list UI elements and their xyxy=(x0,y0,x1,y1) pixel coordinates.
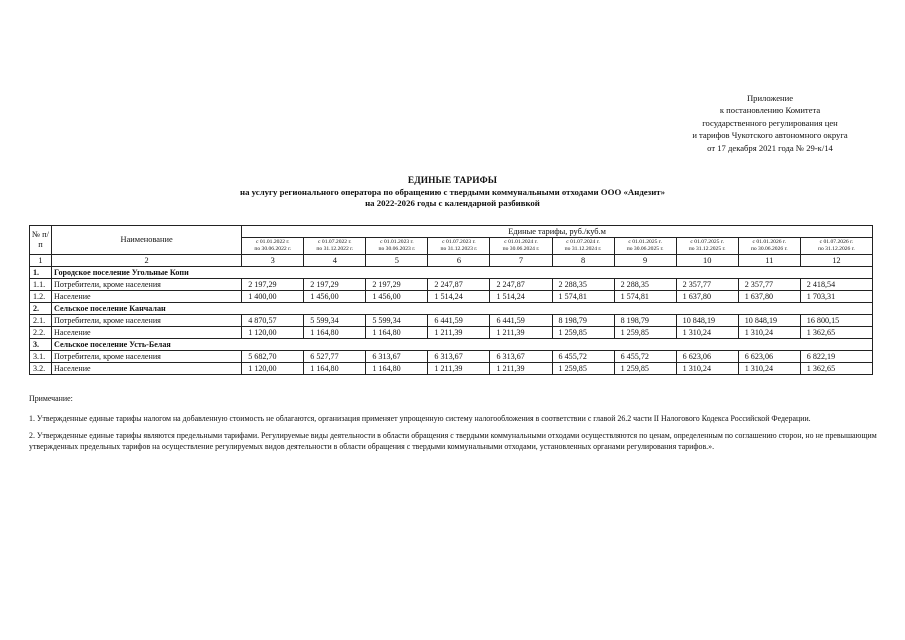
row-number: 2.2. xyxy=(30,327,52,339)
tariff-value: 2 197,29 xyxy=(242,279,304,291)
period-header xyxy=(304,238,366,255)
period-from: с 01.07.2024 г. xyxy=(566,239,600,245)
period-header xyxy=(738,238,800,255)
column-number: 10 xyxy=(676,255,738,267)
table-row xyxy=(30,351,873,363)
tariff-value: 1 164,80 xyxy=(366,327,428,339)
tariff-value: 2 357,77 xyxy=(738,279,800,291)
row-name: Городское поселение Угольные Копи xyxy=(52,267,873,279)
row-name: Сельское поселение Усть-Белая xyxy=(52,339,873,351)
table-section-row xyxy=(30,339,873,351)
document-title xyxy=(0,176,905,209)
tariff-value: 1 574,81 xyxy=(552,291,614,303)
column-number: 7 xyxy=(490,255,552,267)
period-from: с 01.07.2022 г. xyxy=(318,239,352,245)
tariff-value: 6 455,72 xyxy=(614,351,676,363)
row-number: 1. xyxy=(30,267,52,279)
table-row xyxy=(30,363,873,375)
table-row xyxy=(30,291,873,303)
tariff-value: 1 120,00 xyxy=(242,363,304,375)
tariff-value: 1 574,81 xyxy=(614,291,676,303)
tariff-value: 1 120,00 xyxy=(242,327,304,339)
period-header xyxy=(242,238,304,255)
tariff-value: 1 259,85 xyxy=(552,327,614,339)
tariff-value: 1 259,85 xyxy=(614,363,676,375)
period-to: по 31.12.2022 г. xyxy=(316,246,354,252)
tariff-value: 1 164,80 xyxy=(366,363,428,375)
tariff-value: 8 198,79 xyxy=(614,315,676,327)
tariff-value: 6 313,67 xyxy=(428,351,490,363)
column-number: 6 xyxy=(428,255,490,267)
table-column-number-row xyxy=(30,255,873,267)
tariff-value: 6 623,06 xyxy=(676,351,738,363)
tariff-value: 6 441,59 xyxy=(490,315,552,327)
tariff-value: 1 400,00 xyxy=(242,291,304,303)
tariff-value: 1 456,00 xyxy=(304,291,366,303)
appendix-line: Приложение xyxy=(746,93,794,103)
title-period: на 2022-2026 годы с календарной разбивкой xyxy=(365,198,540,208)
tariff-value: 6 313,67 xyxy=(366,351,428,363)
column-number: 2 xyxy=(52,255,242,267)
title-subtitle: на услугу регионального оператора по обращению с твердыми коммунальными отходами ООО «Андезит» xyxy=(240,187,665,197)
table-section-row xyxy=(30,303,873,315)
period-to: по 30.06.2026 г. xyxy=(750,246,788,252)
note-2: 2. Утвержденные единые тарифы являются предельными тарифами. Регулируемые виды деятельности в области обращения с твердыми коммунальными отходами осуществляются по ценам, определенным по соглашению сторон, но не превышающим утвержденных предельных тарифов на осуществление регулируемых видов деятельности в области обращения с твердыми коммунальными отходами, установленных органами регулирования тарифов.». xyxy=(29,431,877,451)
appendix-block xyxy=(650,92,890,154)
period-to: по 31.12.2023 г. xyxy=(440,246,478,252)
column-number: 8 xyxy=(552,255,614,267)
row-name: Население xyxy=(52,327,242,339)
table-row xyxy=(30,327,873,339)
period-from: с 01.01.2024 г. xyxy=(504,239,538,245)
appendix-line: государственного регулирования цен xyxy=(702,117,838,128)
row-number: 3.1. xyxy=(30,351,52,363)
column-number: 4 xyxy=(304,255,366,267)
tariff-value: 1 514,24 xyxy=(490,291,552,303)
period-to: по 30.06.2023 г. xyxy=(378,246,416,252)
tariff-value: 2 357,77 xyxy=(676,279,738,291)
tariff-value: 1 310,24 xyxy=(676,327,738,339)
row-name: Население xyxy=(52,363,242,375)
period-from: с 01.07.2023 г. xyxy=(442,239,476,245)
tariff-value: 1 703,31 xyxy=(800,291,872,303)
tariff-value: 6 623,06 xyxy=(738,351,800,363)
column-number: 3 xyxy=(242,255,304,267)
period-from: с 01.01.2025 г. xyxy=(628,239,662,245)
tariff-value: 6 455,72 xyxy=(552,351,614,363)
period-header xyxy=(614,238,676,255)
appendix-line: от 17 декабря 2021 года № 29-к/14 xyxy=(707,142,833,153)
tariff-value: 2 288,35 xyxy=(614,279,676,291)
tariff-value: 1 259,85 xyxy=(614,327,676,339)
column-number: 1 xyxy=(30,255,52,267)
row-name: Потребители, кроме населения xyxy=(52,279,242,291)
tariff-value: 2 418,54 xyxy=(800,279,872,291)
row-number: 3. xyxy=(30,339,52,351)
period-header xyxy=(366,238,428,255)
tariff-value: 2 197,29 xyxy=(366,279,428,291)
tariff-value: 8 198,79 xyxy=(552,315,614,327)
tariff-value: 2 288,35 xyxy=(552,279,614,291)
period-from: с 01.01.2026 г. xyxy=(752,239,786,245)
tariff-value: 6 527,77 xyxy=(304,351,366,363)
tariff-value: 1 259,85 xyxy=(552,363,614,375)
note-1: 1. Утвержденные единые тарифы налогом на добавленную стоимость не облагаются, организация применяет упрощенную систему налогообложения в соответствии с главой 26.2 части II Налогового Кодекса Российской Федерации. xyxy=(29,414,811,423)
tariff-value: 6 822,19 xyxy=(800,351,872,363)
tariff-value: 1 310,24 xyxy=(738,363,800,375)
tariff-value: 1 211,39 xyxy=(428,327,490,339)
column-number: 5 xyxy=(366,255,428,267)
tariff-value: 1 164,80 xyxy=(304,363,366,375)
row-name: Сельское поселение Канчалан xyxy=(52,303,873,315)
table-row xyxy=(30,315,873,327)
title-main: ЕДИНЫЕ ТАРИФЫ xyxy=(407,176,498,186)
tariff-value: 16 800,15 xyxy=(800,315,872,327)
period-to: по 30.06.2024 г. xyxy=(502,246,540,252)
tariff-value: 1 211,39 xyxy=(428,363,490,375)
column-number: 9 xyxy=(614,255,676,267)
notes-heading: Примечание: xyxy=(29,394,73,403)
tariff-value: 4 870,57 xyxy=(242,315,304,327)
row-name: Население xyxy=(52,291,242,303)
period-header xyxy=(676,238,738,255)
period-to: по 31.12.2026 г. xyxy=(817,246,855,252)
column-number: 12 xyxy=(800,255,872,267)
header-name: Наименование xyxy=(52,226,242,255)
tariff-value: 1 514,24 xyxy=(428,291,490,303)
appendix-line: и тарифов Чукотского автономного округа xyxy=(692,130,848,141)
tariff-value: 2 247,87 xyxy=(490,279,552,291)
period-header xyxy=(428,238,490,255)
header-tariffs-group: Единые тарифы, руб./куб.м xyxy=(242,226,873,238)
row-name: Потребители, кроме населения xyxy=(52,315,242,327)
tariff-value: 2 197,29 xyxy=(304,279,366,291)
period-to: по 31.12.2024 г. xyxy=(564,246,602,252)
table-header-row xyxy=(30,226,873,238)
tariff-value: 6 313,67 xyxy=(490,351,552,363)
tariff-value: 10 848,19 xyxy=(738,315,800,327)
period-to: по 31.12.2025 г. xyxy=(688,246,726,252)
period-header xyxy=(800,238,872,255)
period-to: по 30.06.2025 г. xyxy=(626,246,664,252)
tariff-value: 1 362,65 xyxy=(800,363,872,375)
period-from: с 01.07.2025 г. xyxy=(690,239,724,245)
header-number: № п/п xyxy=(30,226,52,255)
period-from: с 01.01.2022 г. xyxy=(255,239,290,245)
period-to: по 30.06.2022 г. xyxy=(254,246,292,252)
tariff-value: 1 362,65 xyxy=(800,327,872,339)
tariff-value: 2 247,87 xyxy=(428,279,490,291)
tariffs-table xyxy=(29,225,873,375)
row-number: 1.2. xyxy=(30,291,52,303)
table-row xyxy=(30,279,873,291)
notes-section xyxy=(29,393,879,458)
period-from: с 01.07.2026 г. xyxy=(819,239,854,245)
tariff-value: 5 599,34 xyxy=(366,315,428,327)
table-section-row xyxy=(30,267,873,279)
period-header xyxy=(490,238,552,255)
period-from: с 01.01.2023 г. xyxy=(380,239,414,245)
row-number: 2. xyxy=(30,303,52,315)
tariff-value: 5 599,34 xyxy=(304,315,366,327)
column-number: 11 xyxy=(738,255,800,267)
row-name: Потребители, кроме населения xyxy=(52,351,242,363)
row-number: 2.1. xyxy=(30,315,52,327)
period-header xyxy=(552,238,614,255)
tariff-value: 6 441,59 xyxy=(428,315,490,327)
tariff-value: 1 456,00 xyxy=(366,291,428,303)
tariff-value: 1 310,24 xyxy=(738,327,800,339)
tariff-value: 1 637,80 xyxy=(676,291,738,303)
appendix-line: к постановлению Комитета xyxy=(719,105,821,116)
tariff-value: 5 682,70 xyxy=(242,351,304,363)
tariff-value: 10 848,19 xyxy=(676,315,738,327)
tariff-value: 1 637,80 xyxy=(738,291,800,303)
tariff-value: 1 310,24 xyxy=(676,363,738,375)
row-number: 1.1. xyxy=(30,279,52,291)
tariff-value: 1 211,39 xyxy=(490,327,552,339)
row-number: 3.2. xyxy=(30,363,52,375)
tariff-value: 1 164,80 xyxy=(304,327,366,339)
tariff-value: 1 211,39 xyxy=(490,363,552,375)
